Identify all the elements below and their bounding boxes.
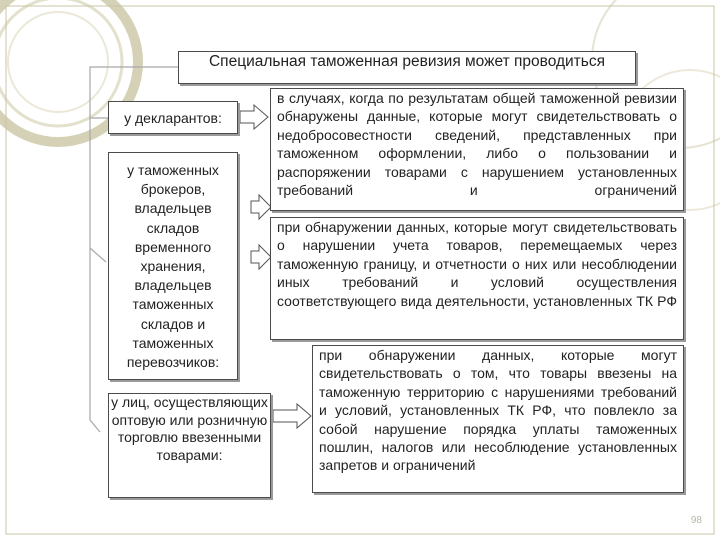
case-general-audit: в случаях, когда по результатам общей таможенной ревизии обнаружены данные, которые могут свидетельствовать о недобросовестности сведений, представленных при таможенном оформлении, либо о пользовании и распоряжении товарами с нарушением установленных требований и ограничений — [270, 88, 684, 211]
subject-declarants: у декларантов: — [108, 101, 238, 134]
case-import-violation: при обнаружении данных, которые могут свидетельствовать о том, что товары ввезены на таможенную территорию с нарушениями требований и условий, установленных ТК РФ, что повлекло за собой нарушение порядка уплаты таможенных пошлин, налогов или несоблюдение установленных запретов и ограничений — [312, 345, 684, 493]
page-number: 98 — [690, 515, 702, 526]
subject-traders: у лиц, осуществляющих оптовую или розничную торговлю ввезенными товарами: — [108, 393, 271, 498]
diagram-title: Специальная таможенная ревизия может проводиться — [178, 51, 636, 84]
subject-brokers-warehouses: у таможенных брокеров, владельцев складов временного хранения, владельцев таможенных складов и таможенных перевозчиков: — [108, 152, 238, 380]
decor-circle — [8, 12, 108, 112]
arrow-icon — [251, 195, 271, 219]
case-accounting-violation: при обнаружении данных, которые могут свидетельствовать о нарушении учета товаров, перемещаемых через таможенную границу, и отчетности о них или несоблюдении иных требований и условий осуществления соответствующего вида деятельности, установленных ТК РФ — [270, 217, 684, 340]
arrow-icon — [273, 404, 311, 428]
arrow-icon — [251, 245, 271, 269]
arrow-icon — [240, 105, 268, 129]
decor-circle — [0, 0, 122, 126]
